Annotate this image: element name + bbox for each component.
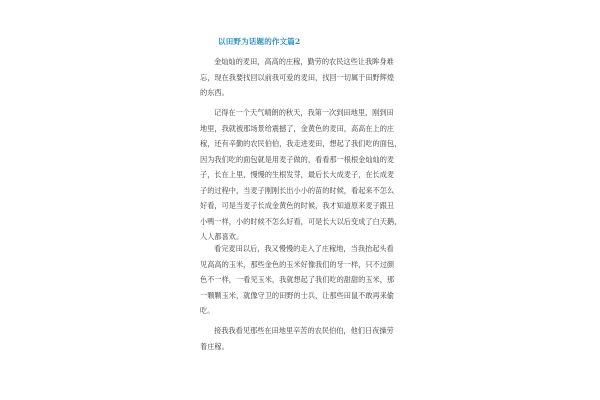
paragraph-1 xyxy=(200,54,395,101)
paragraph-line: 接我我看见那些在田地里辛苦的农民伯伯，他们日夜操劳 xyxy=(214,326,394,335)
paragraph-line: 忘，现在我要找回以前我可爱的麦田，找回一切属于田野辉煌 xyxy=(200,72,395,82)
paragraph-line: 好看，可是当麦子长成金黄色的时候，我才知道原来麦子跟丑 xyxy=(200,201,395,210)
paragraph-line: 见高高的玉米，那些金色的玉米好像我们的牙一样，只不过颜 xyxy=(200,259,395,269)
paragraph-line: 记得在一个天气晴朗的秋天，我第一次到田地里，刚到田 xyxy=(214,108,394,117)
paragraph-2 xyxy=(200,105,402,245)
paragraph-4 xyxy=(200,323,395,354)
page-title: 以田野为话题的作文篇2 xyxy=(218,37,301,46)
paragraph-line: 地里，我就被那场景给震撼了，金黄色的麦田，高高在上的庄 xyxy=(200,123,395,133)
paragraph-line: 色不一样，一看见玉米，我就想起了我们吃的甜甜的玉米，那 xyxy=(200,275,395,284)
paragraph-line: 子的过程中，当麦子刚刚长出小小的苗的时候，看起来不怎么 xyxy=(200,185,395,195)
paragraph-line: 着庄稼。 xyxy=(200,341,229,351)
paragraph-line: 看完麦田以后，我又慢慢的走入了庄稼地，当我抬起头看 xyxy=(214,244,394,253)
paragraph-3 xyxy=(200,241,395,319)
paragraph-line: 的东西。 xyxy=(200,88,229,97)
paragraph-line: 一颗颗玉米，就像守卫的田野的士兵，让那些田鼠不敢再来偷 xyxy=(200,290,395,300)
paragraph-line: 人人都喜欢。 xyxy=(200,232,244,241)
paragraph-line: 吃。 xyxy=(200,306,215,315)
paragraph-line: 因为我们吃的面包就是用麦子做的，看看那一根根金灿灿的麦 xyxy=(200,154,395,164)
paragraph-line: 稼，还有辛勤的农民伯伯，我走进麦田，想起了我们吃的面包， xyxy=(200,139,402,148)
paragraph-line: 小鸭一样，小的时候不怎么好看，可是长大以后变成了白天鹅， xyxy=(200,216,402,226)
paragraph-line: 子，长在上里，慢慢的生根发芽，最后长大成麦子，在长成麦 xyxy=(200,170,395,179)
paragraph-line: 金灿灿的麦田，高高的庄稼，勤劳的农民这些让我眸身难 xyxy=(214,57,394,66)
